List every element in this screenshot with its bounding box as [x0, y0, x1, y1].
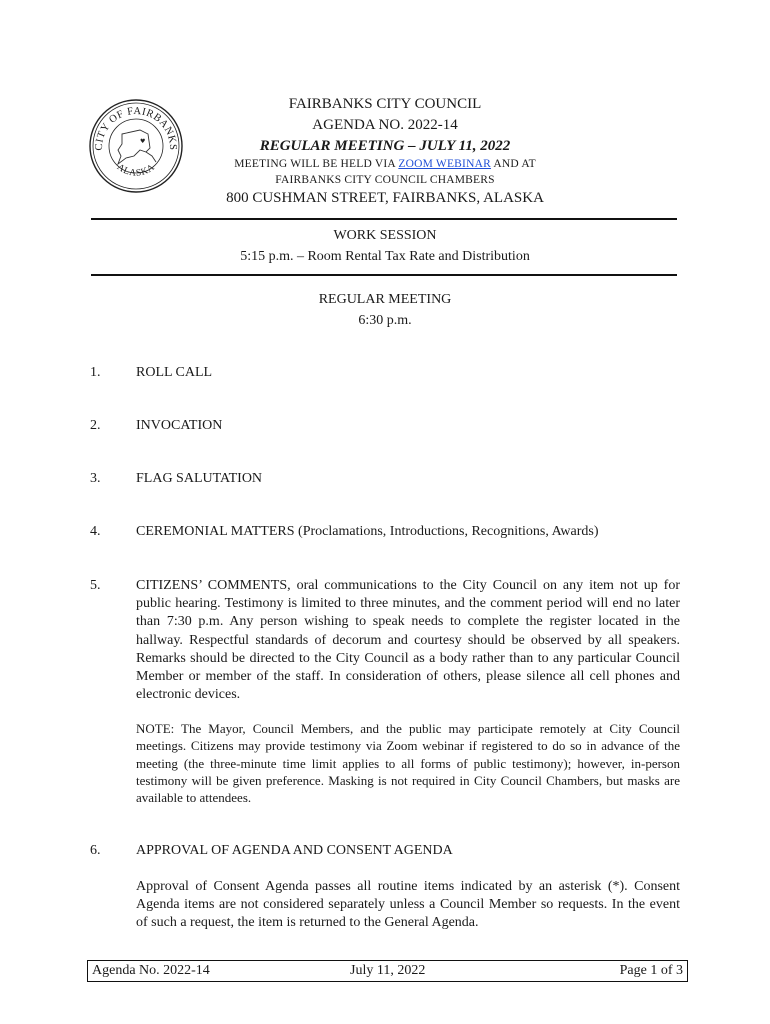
agenda-item-ceremonial-matters: CEREMONIAL MATTERS (Proclamations, Introductions, Recognitions, Awards): [136, 524, 599, 539]
regular-meeting-time: 6:30 p.m.: [358, 313, 412, 328]
agenda-item-approval-of-agenda: APPROVAL OF AGENDA AND CONSENT AGENDA: [136, 843, 453, 858]
footer-date: July 11, 2022: [350, 963, 426, 978]
meeting-location-suffix: AND AT: [490, 158, 536, 170]
zoom-webinar-link[interactable]: ZOOM WEBINAR: [398, 158, 491, 170]
agenda-item-citizens-comments: CITIZENS’ COMMENTS, oral communications to the City Council on any item not up for public hearing. Testimony is limited to three minutes, and the comment period will end no later than 7:30 p.m. Any person wishing to speak needs to complete the register located in the hallway. Respectful standards of decorum and courtesy should be observed by all speakers. Remarks should be directed to the City Council as a body rather than to any particular Council Member or member of the staff. In consideration of others, please silence all cell phones and electronic devices.: [136, 578, 680, 703]
regular-meeting-title: REGULAR MEETING: [318, 292, 452, 307]
page-footer: [87, 960, 688, 982]
svg-text:♥: ♥: [140, 138, 146, 145]
item-number: 6.: [90, 843, 101, 858]
chambers-line: FAIRBANKS CITY COUNCIL CHAMBERS: [275, 174, 495, 186]
footer-page-number: Page 1 of 3: [619, 963, 683, 978]
item-number: 5.: [90, 578, 101, 593]
item-number: 2.: [90, 418, 101, 433]
meeting-location-line: [0, 158, 770, 170]
council-name: FAIRBANKS CITY COUNCIL: [288, 96, 482, 112]
divider-bottom: [91, 274, 677, 276]
address-line: 800 CUSHMAN STREET, FAIRBANKS, ALASKA: [226, 190, 544, 206]
item-number: 1.: [90, 365, 101, 380]
remote-participation-note: NOTE: The Mayor, Council Members, and the public may participate remotely at City Council meetings. Citizens may provide testimony via Zoom webinar if registered to do so in advance of the meeting (the three-minute time limit applies to all forms of public testimony); however, in-person testimony will be given preference. Masking is not required in City Council Chambers, but masks are available to attendees.: [136, 721, 680, 806]
item-number: 4.: [90, 524, 101, 539]
agenda-item-flag-salutation: FLAG SALUTATION: [136, 471, 263, 486]
agenda-number: AGENDA NO. 2022-14: [312, 117, 458, 133]
work-session-title: WORK SESSION: [333, 228, 437, 243]
svg-text:CITY OF FAIRBANKS: CITY OF FAIRBANKS: [93, 105, 179, 151]
work-session-detail: 5:15 p.m. – Room Rental Tax Rate and Distribution: [240, 249, 530, 264]
agenda-item-roll-call: ROLL CALL: [136, 365, 213, 380]
footer-agenda-number: Agenda No. 2022-14: [92, 963, 210, 978]
consent-agenda-text: Approval of Consent Agenda passes all routine items indicated by an asterisk (*). Consent Agenda items are not considered separately unless a Council Member so requests. In the event of such a request, the item is returned to the General Agenda.: [136, 879, 680, 931]
meeting-location-prefix: MEETING WILL BE HELD VIA: [234, 158, 399, 170]
agenda-item-invocation: INVOCATION: [136, 418, 223, 433]
divider-top: [91, 218, 677, 220]
meeting-title: REGULAR MEETING – JULY 11, 2022: [259, 138, 511, 154]
svg-text:ALASKA: ALASKA: [114, 162, 158, 179]
item-number: 3.: [90, 471, 101, 486]
